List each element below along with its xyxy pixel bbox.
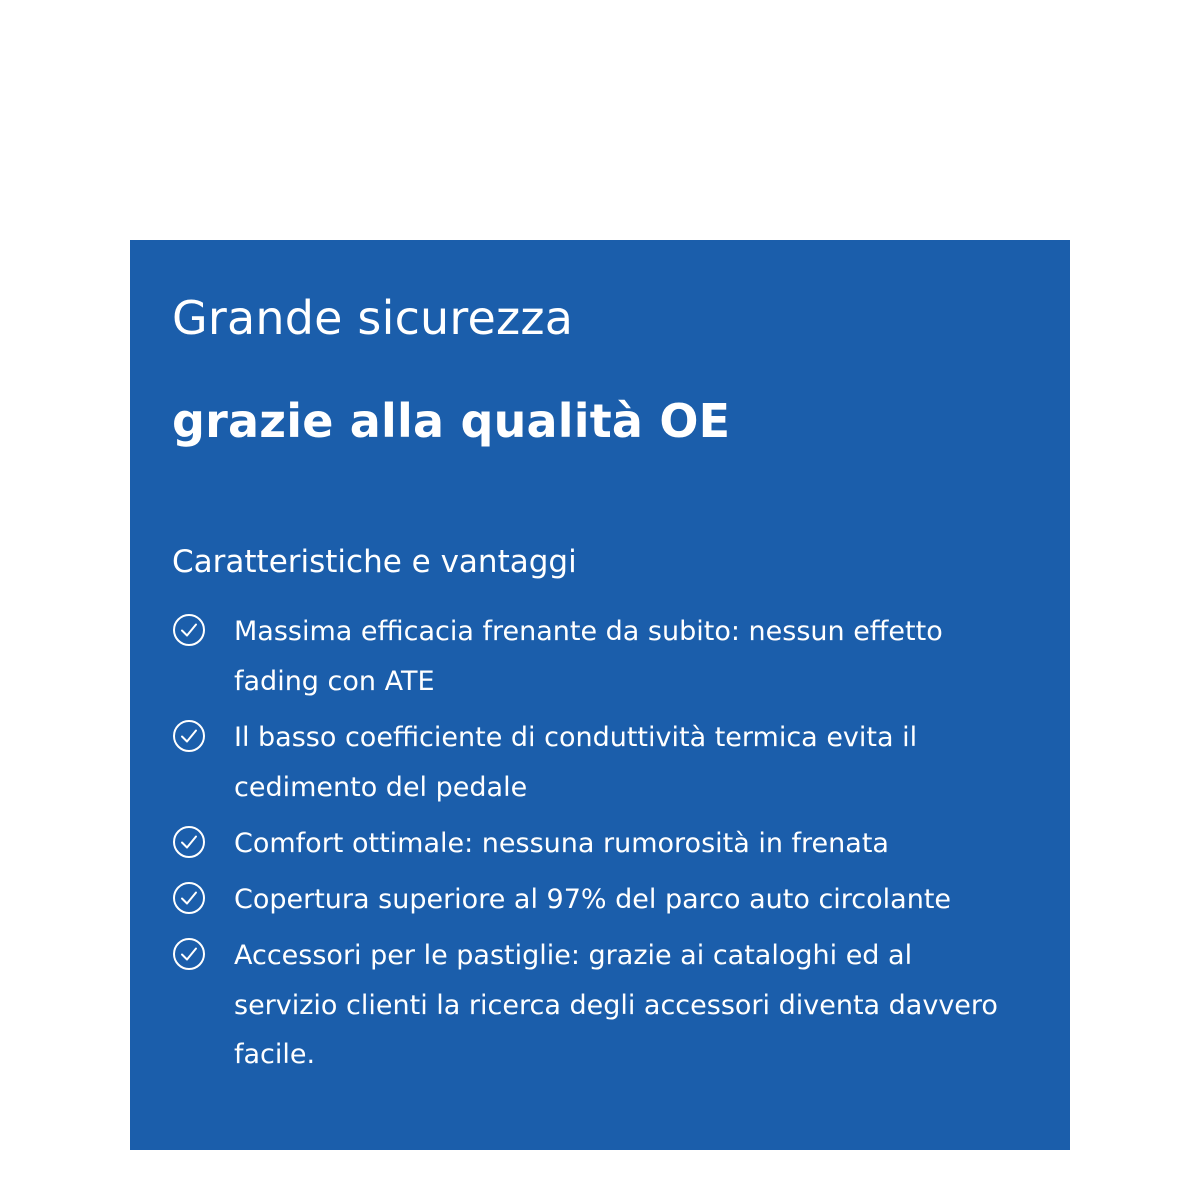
list-item xyxy=(172,607,1010,707)
list-item xyxy=(172,819,1010,869)
feature-text: Accessori per le pastiglie: grazie ai cataloghi ed al servizio clienti la ricerca degli accessori diventa davvero facile. xyxy=(234,939,998,1071)
feature-text: Copertura superiore al 97% del parco auto circolante xyxy=(234,883,952,915)
list-item xyxy=(172,713,1010,813)
feature-panel xyxy=(130,240,1070,1150)
feature-text: Comfort ottimale: nessuna rumorosità in frenata xyxy=(234,827,889,859)
list-item xyxy=(172,875,1010,925)
panel-headline-primary: Grande sicurezza xyxy=(172,291,574,345)
feature-text: Il basso coefficiente di conduttività termica evita il cedimento del pedale xyxy=(234,721,918,803)
check-circle-icon xyxy=(172,719,206,753)
panel-headline-secondary: grazie alla qualità OE xyxy=(172,393,731,448)
check-circle-icon xyxy=(172,881,206,915)
check-circle-icon xyxy=(172,613,206,647)
check-circle-icon xyxy=(172,825,206,859)
list-item xyxy=(172,931,1010,1081)
feature-text: Massima efficacia frenante da subito: nessun effetto fading con ATE xyxy=(234,615,943,697)
check-circle-icon xyxy=(172,937,206,971)
panel-subheading: Caratteristiche e vantaggi xyxy=(172,543,577,580)
feature-list xyxy=(172,607,1010,1080)
